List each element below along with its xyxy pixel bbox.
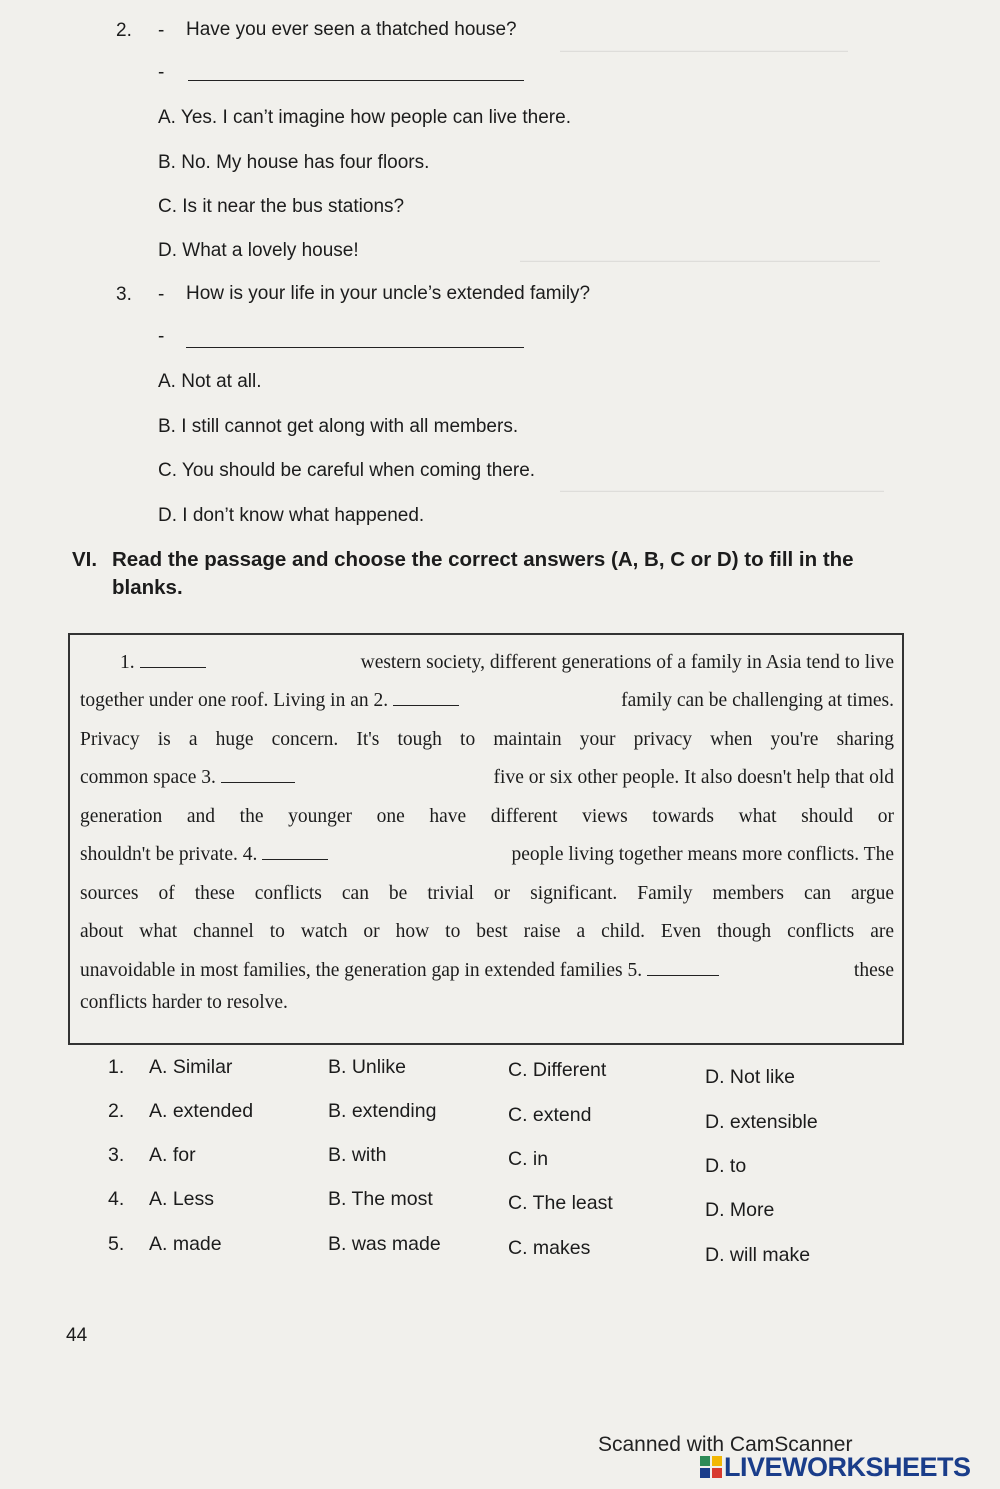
passage-text: family can be challenging at times. (621, 690, 894, 711)
option-c[interactable]: C. You should be careful when coming there. (158, 460, 536, 481)
answer-blank[interactable] (186, 347, 524, 348)
choice-a[interactable]: A. made (149, 1233, 222, 1255)
passage-text: 1. (120, 652, 135, 673)
bleed-through-text: ———————————————————— (520, 250, 880, 270)
answer-dash: - (158, 62, 165, 83)
option-d[interactable]: D. I don’t know what happened. (158, 505, 425, 526)
question-number: 2. (116, 20, 132, 41)
passage-text: these (853, 960, 894, 981)
page-number: 44 (66, 1325, 88, 1346)
choice-d[interactable]: D. to (705, 1155, 747, 1177)
option-c[interactable]: C. Is it near the bus stations? (158, 196, 405, 217)
answer-row-1 (0, 1056, 1000, 1088)
choice-b[interactable]: B. Unlike (328, 1056, 407, 1078)
answer-dash: - (158, 326, 165, 347)
choice-b[interactable]: B. extending (328, 1100, 437, 1122)
choice-b[interactable]: B. The most (328, 1188, 433, 1210)
choice-c[interactable]: C. Different (508, 1059, 607, 1081)
passage-line: generation and the younger one have different views towards what should or (80, 806, 894, 827)
blank-1[interactable] (140, 667, 206, 668)
passage-line: sources of these conflicts can be trivial or significant. Family members can argue (80, 883, 894, 904)
question-prompt: How is your life in your uncle’s extended family? (186, 283, 591, 304)
answer-row-2 (0, 1100, 1000, 1133)
passage-line: about what channel to watch or how to best raise a child. Even though conflicts are (80, 921, 894, 942)
passage-text: shouldn't be private. 4. (80, 844, 258, 865)
passage-line (80, 960, 894, 982)
question-prompt: Have you ever seen a thatched house? (186, 19, 517, 40)
passage-text: people living together means more conflicts. The (511, 844, 894, 865)
option-b[interactable]: B. No. My house has four floors. (158, 152, 430, 173)
passage-line (80, 844, 894, 866)
answer-blank[interactable] (188, 80, 524, 81)
liveworksheets-brand: LIVEWORKSHEETS (724, 1452, 971, 1482)
option-a[interactable]: A. Yes. I can’t imagine how people can live there. (158, 107, 571, 128)
passage-line (120, 652, 894, 674)
option-b[interactable]: B. I still cannot get along with all members. (158, 416, 519, 437)
passage-line: Privacy is a huge concern. It's tough to maintain your privacy when you're sharing (80, 729, 894, 750)
passage-text: unavoidable in most families, the generation gap in extended families 5. (80, 960, 643, 981)
bleed-through-text: ———————————————— (560, 40, 848, 60)
section-instruction: Read the passage and choose the correct answers (A, B, C or D) to fill in the blanks. (112, 548, 854, 599)
passage-line (80, 690, 894, 712)
choice-d[interactable]: D. Not like (705, 1066, 795, 1088)
row-number: 1. (108, 1056, 125, 1078)
blank-4[interactable] (262, 859, 328, 860)
answer-row-3 (0, 1144, 1000, 1177)
choice-d[interactable]: D. More (705, 1199, 775, 1221)
passage-text: western society, different generations of a family in Asia tend to live (360, 652, 894, 673)
choice-b[interactable]: B. was made (328, 1233, 441, 1255)
passage-text: common space 3. (80, 767, 216, 788)
passage-text: five or six other people. It also doesn't help that old (493, 767, 894, 788)
question-number: 3. (116, 284, 132, 305)
question-dash: - (158, 284, 165, 305)
blank-3[interactable] (221, 782, 295, 783)
question-dash: - (158, 20, 165, 41)
choice-b[interactable]: B. with (328, 1144, 387, 1166)
choice-d[interactable]: D. extensible (705, 1111, 818, 1133)
section-number: VI. (72, 548, 98, 571)
choice-a[interactable]: A. extended (149, 1100, 254, 1122)
passage-text: together under one roof. Living in an 2. (80, 690, 389, 711)
choice-c[interactable]: C. extend (508, 1104, 592, 1126)
blank-2[interactable] (393, 705, 459, 706)
choice-d[interactable]: D. will make (705, 1244, 811, 1266)
choice-c[interactable]: C. makes (508, 1237, 591, 1259)
row-number: 2. (108, 1100, 125, 1122)
answer-row-4 (0, 1188, 1000, 1221)
liveworksheets-logo-icon (700, 1456, 722, 1478)
choice-a[interactable]: A. Less (149, 1188, 215, 1210)
scanner-watermark: Scanned with CamScanner (598, 1433, 853, 1456)
choice-c[interactable]: C. The least (508, 1192, 613, 1214)
passage-line (80, 767, 894, 789)
row-number: 3. (108, 1144, 125, 1166)
passage-box (68, 633, 904, 1045)
choice-c[interactable]: C. in (508, 1148, 549, 1170)
section-heading (72, 546, 922, 602)
row-number: 5. (108, 1233, 125, 1255)
choice-a[interactable]: A. Similar (149, 1056, 233, 1078)
passage-line: conflicts harder to resolve. (80, 992, 288, 1013)
option-d[interactable]: D. What a lovely house! (158, 240, 359, 261)
option-a[interactable]: A. Not at all. (158, 371, 262, 392)
choice-a[interactable]: A. for (149, 1144, 196, 1166)
row-number: 4. (108, 1188, 125, 1210)
blank-5[interactable] (647, 975, 719, 976)
bleed-through-text: —————————————————— (560, 480, 884, 500)
answer-row-5 (0, 1233, 1000, 1266)
